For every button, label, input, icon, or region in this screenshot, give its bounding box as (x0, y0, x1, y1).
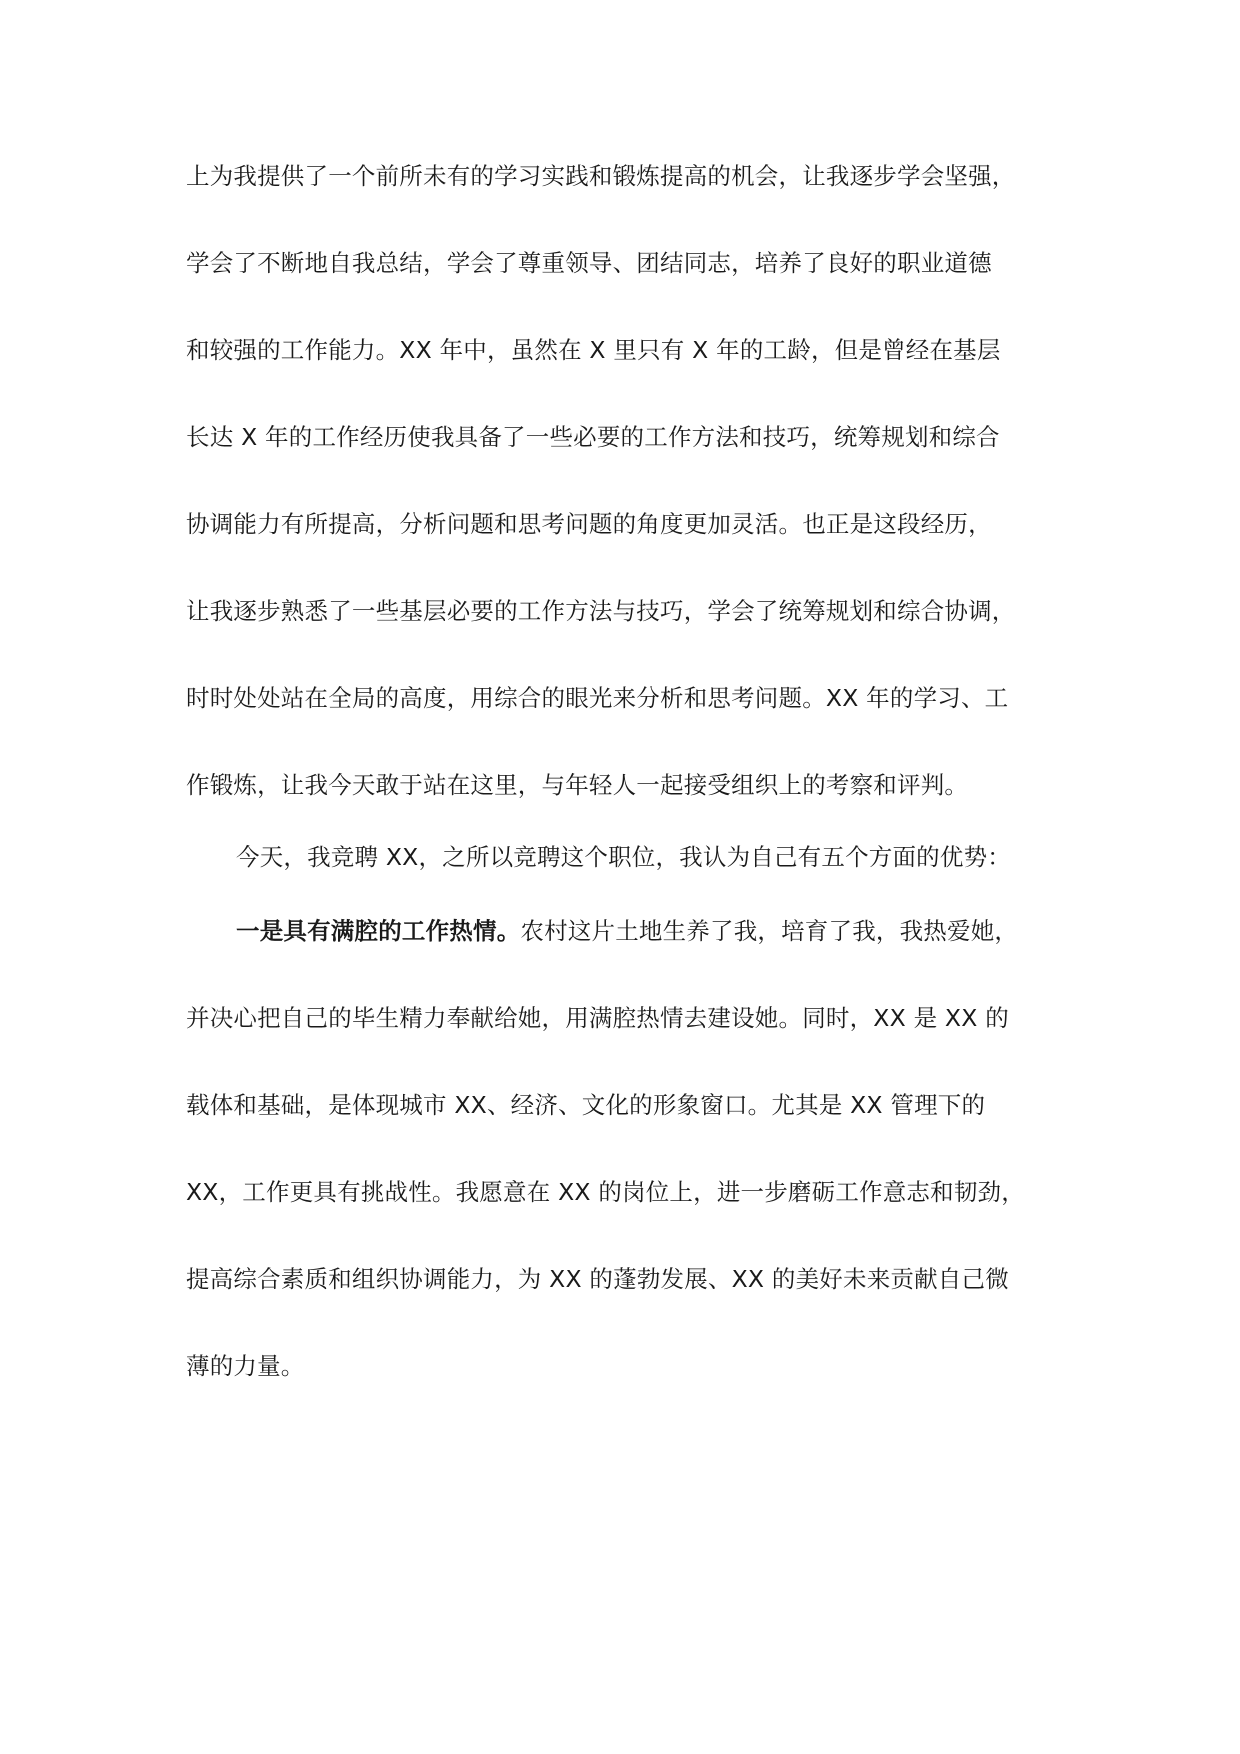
text-line: 载体和基础，是体现城市 XX、经济、文化的形象窗口。尤其是 XX 管理下的 (186, 1091, 986, 1119)
text-line: 和较强的工作能力。XX 年中，虽然在 X 里只有 X 年的工龄，但是曾经在基层 (186, 336, 1001, 364)
text-line: 让我逐步熟悉了一些基层必要的工作方法与技巧，学会了统筹规划和综合协调， (186, 597, 1016, 625)
text-line: 并决心把自己的毕生精力奉献给她，用满腔热情去建设她。同时，XX 是 XX 的 (186, 1004, 1009, 1032)
text-line: 长达 X 年的工作经历使我具备了一些必要的工作方法和技巧，统筹规划和综合 (186, 423, 1000, 451)
text-line: 学会了不断地自我总结，学会了尊重领导、团结同志，培养了良好的职业道德 (186, 249, 992, 277)
text-line: 时时处处站在全局的高度，用综合的眼光来分析和思考问题。XX 年的学习、工 (186, 684, 1009, 712)
advantage-heading: 一是具有满腔的工作热情。 (236, 917, 521, 945)
text-line: 协调能力有所提高，分析问题和思考问题的角度更加灵活。也正是这段经历， (186, 510, 992, 538)
text-run: 农村这片土地生养了我，培育了我，我热爱她， (520, 917, 1019, 945)
text-line: XX，工作更具有挑战性。我愿意在 XX 的岗位上，进一步磨砺工作意志和韧劲， (186, 1178, 1025, 1206)
text-line: 上为我提供了一个前所未有的学习实践和锻炼提高的机会，让我逐步学会坚强， (186, 162, 1016, 190)
paragraph-first-advantage (236, 915, 1136, 947)
paragraph-intro: 今天，我竞聘 XX，之所以竞聘这个职位，我认为自己有五个方面的优势： (236, 843, 1011, 871)
text-line: 薄的力量。 (186, 1352, 305, 1380)
text-line: 作锻炼，让我今天敢于站在这里，与年轻人一起接受组织上的考察和评判。 (186, 771, 969, 799)
text-line: 提高综合素质和组织协调能力，为 XX 的蓬勃发展、XX 的美好未来贡献自己微 (186, 1265, 1009, 1293)
